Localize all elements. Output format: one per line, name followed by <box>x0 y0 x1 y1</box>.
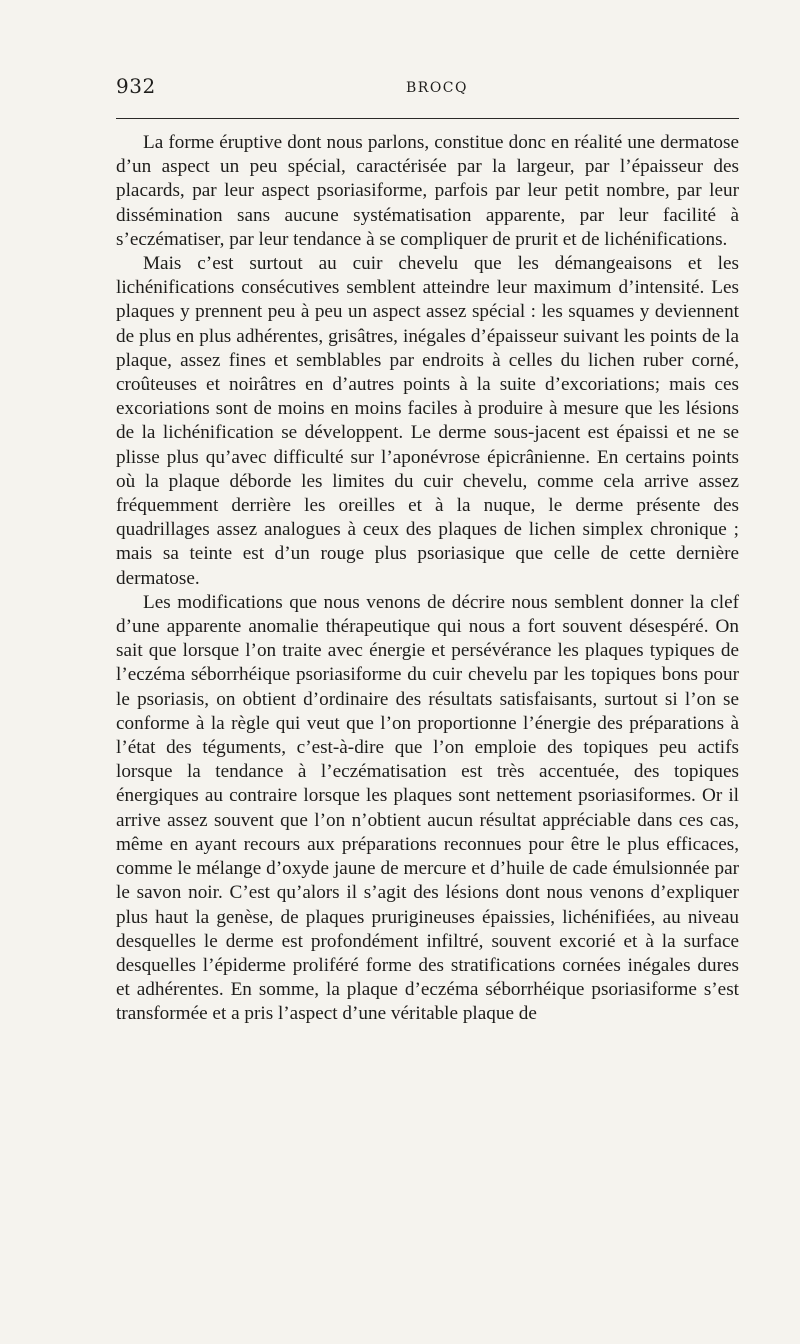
paragraph: La forme éruptive dont nous parlons, constitue donc en réalité une dermatose d’un aspect un peu spécial, caractérisée par la largeur, par l’épaisseur des placards, par leur aspect psoriasiforme, parfois par leur petit nombre, par leur dissémination sans aucune systématisation apparente, par leur facilité à s’eczématiser, par leur tendance à se compliquer de prurit et de lichénifications. <box>116 132 739 250</box>
page-number: 932 <box>116 74 156 98</box>
running-head: BROCQ <box>406 80 468 96</box>
body-text <box>116 131 739 1027</box>
paragraph: Mais c’est surtout au cuir chevelu que les démangeaisons et les lichénifications consécutives semblent atteindre leur maximum d’intensité. Les plaques y prennent peu à peu un aspect assez spécial : les squames y deviennent de plus en plus adhérentes, grisâtres, inégales d’épaisseur suivant les points de la plaque, assez fines et semblables par endroits à celles du lichen ruber corné, croûteuses et noirâtres en d’autres points à la suite d’excoriations; mais ces excoriations sont de moins en moins faciles à produire à mesure que les lésions de la lichénification se développent. Le derme sous-jacent est épaissi et ne se plisse plus qu’avec difficulté sur l’aponévrose épicrânienne. En certains points où la plaque déborde les limites du cuir chevelu, comme cela arrive assez fréquemment derrière les oreilles et à la nuque, le derme présente des quadrillages assez analogues à ceux des plaques de lichen simplex chronique ; mais sa teinte est d’un rouge plus psoriasique que celle de cette dernière dermatose. <box>116 253 739 589</box>
paragraph: Les modifications que nous venons de décrire nous semblent donner la clef d’une apparente anomalie thérapeutique qui nous a fort souvent désespéré. On sait que lorsque l’on traite avec énergie et persévérance les plaques typiques de l’eczéma séborrhéique psoriasiforme du cuir chevelu par les topiques bons pour le psoriasis, on obtient d’ordinaire des résultats satisfaisants, surtout si l’on se conforme à la règle qui veut que l’on proportionne l’énergie des préparations à l’état des téguments, c’est-à-dire que l’on emploie des topiques peu actifs lorsque la tendance à l’eczématisation est très accentuée, des topiques énergiques au contraire lorsque les plaques sont nettement psoriasiformes. Or il arrive assez souvent que l’on n’obtient aucun résultat appréciable dans ces cas, même en ayant recours aux préparations reconnues pour être le plus efficaces, comme le mélange d’oxyde jaune de mercure et d’huile de cade émulsionnée par le savon noir. C’est qu’alors il s’agit des lésions dont nous venons d’expliquer plus haut la genèse, de plaques prurigineuses épaissies, lichénifiées, au niveau desquelles le derme est profondément infiltré, souvent excorié et à la surface desquelles l’épiderme proliféré forme des stratifications cornées inégales dures et adhérentes. En somme, la plaque d’eczéma séborrhéique psoriasiforme s’est transformée et a pris l’aspect d’une véritable plaque de <box>116 591 739 1025</box>
header-rule <box>116 118 739 119</box>
page-header <box>116 74 739 104</box>
